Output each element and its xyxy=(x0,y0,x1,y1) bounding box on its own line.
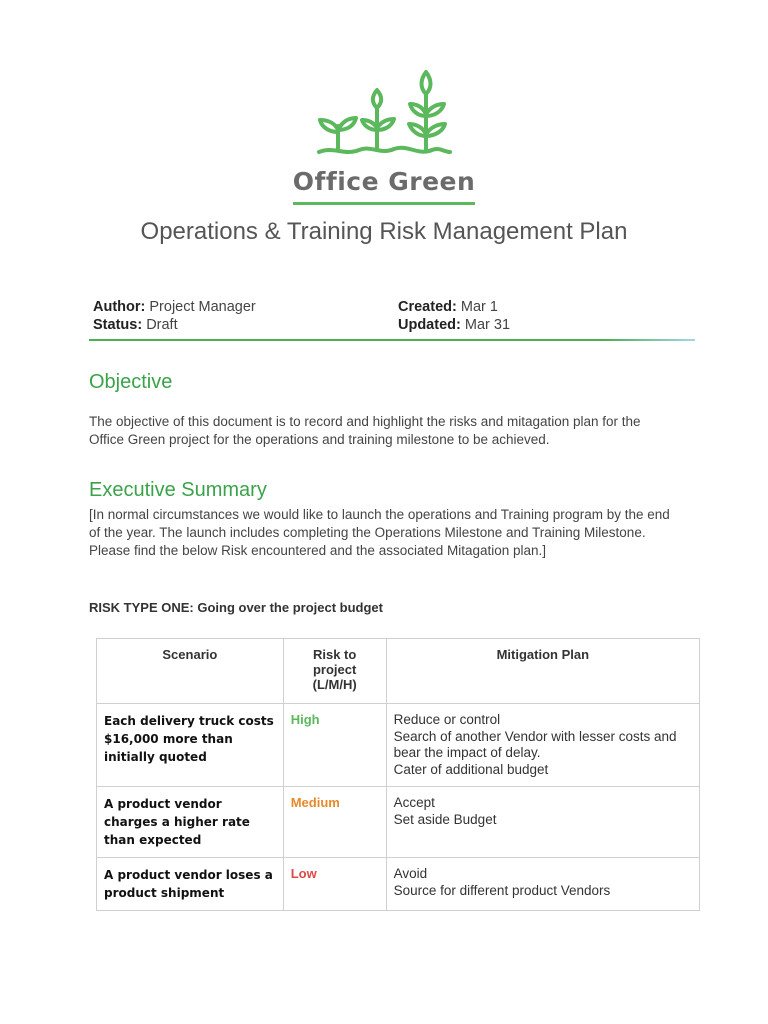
mitigation-cell xyxy=(386,858,699,911)
risk-level-cell: Medium xyxy=(283,787,386,858)
column-header-scenario: Scenario xyxy=(97,639,284,704)
risk-level-cell: Low xyxy=(283,858,386,911)
status-value: Draft xyxy=(146,317,178,333)
scenario-cell: Each delivery truck costs $16,000 more than initially quoted xyxy=(97,704,284,787)
page-title: Operations & Training Risk Management Plan xyxy=(140,218,628,245)
mitigation-line: Source for different product Vendors xyxy=(393,882,611,898)
mitigation-line: Reduce or control xyxy=(393,712,501,727)
updated-value: Mar 31 xyxy=(464,317,511,333)
objective-heading: Objective xyxy=(89,371,173,393)
created-value: Mar 1 xyxy=(460,299,498,315)
mitigation-line: Avoid xyxy=(393,866,428,881)
column-header-mitigation: Mitigation Plan xyxy=(386,639,699,704)
scenario-cell: A product vendor charges a higher rate than expected xyxy=(97,787,284,858)
updated-label: Updated: xyxy=(398,317,461,333)
objective-text: The objective of this document is to record and highlight the risks and mitagation plan for the Office Green project for the operations and training milestone to be achieved. xyxy=(89,414,641,447)
executive-summary-heading: Executive Summary xyxy=(89,479,267,501)
author-value: Project Manager xyxy=(149,299,256,315)
table-row xyxy=(97,704,700,787)
risk-level-cell: High xyxy=(283,704,386,787)
table-header-row xyxy=(97,639,700,704)
risk-table xyxy=(96,638,700,911)
created-label: Created: xyxy=(398,299,457,315)
brand-name: Office Green xyxy=(293,168,476,205)
mitigation-line: Cater of additional budget xyxy=(393,761,549,777)
mitigation-cell xyxy=(386,787,699,858)
mitigation-cell xyxy=(386,704,699,787)
document-meta xyxy=(93,298,693,334)
scenario-cell: A product vendor loses a product shipment xyxy=(97,858,284,911)
table-row xyxy=(97,787,700,858)
meta-divider xyxy=(89,339,695,341)
executive-summary-text: [In normal circumstances we would like to launch the operations and Training program by the end of the year. The launch includes completing the Operations Milestone and Training Milestone. Please find the below Risk encountered and the associated Mitagation plan.] xyxy=(89,507,670,558)
brand-logo xyxy=(0,60,768,205)
risk-type-heading: RISK TYPE ONE: Going over the project budget xyxy=(89,600,383,615)
table-row xyxy=(97,858,700,911)
sprouting-plants-icon xyxy=(314,60,454,160)
mitigation-line: Set aside Budget xyxy=(393,811,497,827)
mitigation-line: Search of another Vendor with lesser costs and bear the impact of delay. xyxy=(393,728,677,760)
status-label: Status: xyxy=(93,317,143,333)
author-label: Author: xyxy=(93,299,146,315)
column-header-risk: Risk to project (L/M/H) xyxy=(283,639,386,704)
mitigation-line: Accept xyxy=(393,795,435,810)
